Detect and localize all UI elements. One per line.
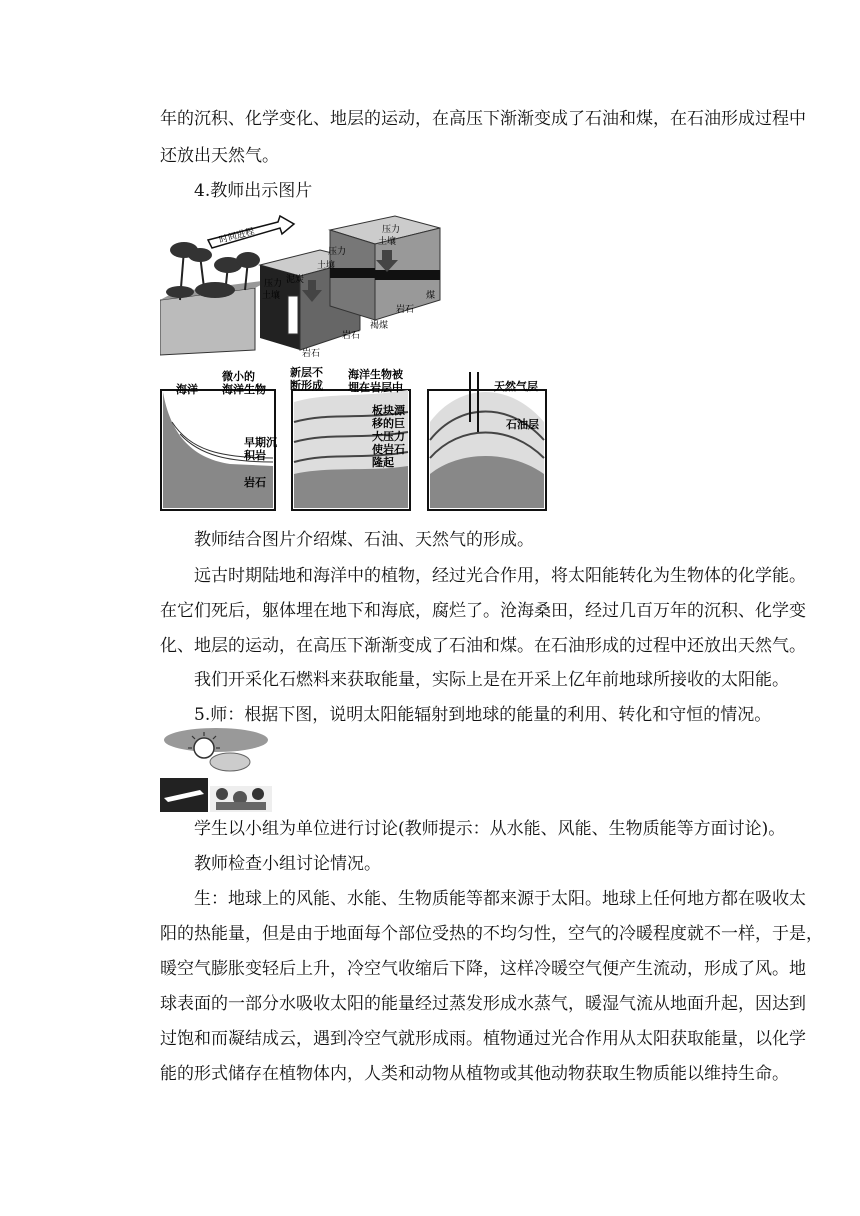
paragraph-line: 暖空气膨胀变轻后上升，冷空气收缩后下降，这样冷暖空气便产生流动，形成了风。地 [160,959,806,979]
paragraph-line: 过饱和而凝结成云，遇到冷空气就形成雨。植物通过光合作用从太阳获取能量，以化学 [160,1029,806,1049]
coal-formation-figure [160,210,450,358]
svg-text:早期沉: 早期沉 [244,436,277,449]
paragraph-line: 生：地球上的风能、水能、生物质能等都来源于太阳。地球上任何地方都在吸收太 [194,889,806,909]
svg-text:土壤: 土壤 [317,261,336,271]
paragraph-line: 球表面的一部分水吸收太阳的能量经过蒸发形成水蒸气，暖湿气流从地面升起，因达到 [160,994,806,1014]
paragraph-line: 化、地层的运动，在高压下渐渐变成了石油和煤。在石油形成的过程中还放出天然气。 [160,636,806,656]
svg-text:埋在岩层中: 埋在岩层中 [348,381,403,394]
svg-text:岩石: 岩石 [244,476,266,489]
svg-text:岩石: 岩石 [396,305,415,315]
time-arrow-label: 时间进程 [218,226,256,246]
sun-icon [194,738,214,758]
svg-text:压力: 压力 [264,279,283,289]
svg-text:使岩石: 使岩石 [372,443,405,456]
svg-text:土壤: 土壤 [378,237,397,247]
paragraph-line: 我们开采化石燃料来获取能量，实际上是在开采上亿年前地球所接收的太阳能。 [194,670,789,690]
step-heading: 5.师：根据下图，说明太阳能辐射到地球的能量的利用、转化和守恒的情况。 [194,705,772,725]
svg-text:褐煤: 褐煤 [370,321,389,331]
paragraph-line: 远古时期陆地和海洋中的植物，经过光合作用，将太阳能转化为生物体的化学能。 [194,566,806,586]
paragraph-line: 学生以小组为单位进行讨论(教师提示：从水能、风能、生物质能等方面讨论)。 [194,819,786,839]
svg-text:岩石: 岩石 [302,349,321,358]
step-heading: 4.教师出示图片 [194,181,313,201]
svg-text:板块漂: 板块漂 [372,404,405,417]
paragraph-line: 教师结合图片介绍煤、石油、天然气的形成。 [194,530,534,550]
svg-text:移的巨: 移的巨 [372,417,405,430]
solar-energy-illustration [160,728,272,812]
paragraph-line: 在它们死后，躯体埋在地下和海底，腐烂了。沧海桑田，经过几百万年的沉积、化学变 [160,601,806,621]
svg-text:压力: 压力 [382,225,401,235]
svg-text:压力: 压力 [328,247,347,257]
svg-text:天然气层: 天然气层 [494,380,538,393]
svg-text:微小的: 微小的 [222,370,255,383]
svg-text:海洋生物被: 海洋生物被 [348,368,403,381]
coal-formation-illustration [160,210,450,358]
svg-text:断形成: 断形成 [290,379,323,392]
paragraph-line: 教师检查小组讨论情况。 [194,854,381,874]
oil-formation-figure [160,362,560,512]
svg-text:新层不: 新层不 [290,366,323,379]
svg-text:岩石: 岩石 [342,331,361,341]
oil-formation-illustration [160,362,560,512]
svg-text:海洋: 海洋 [176,383,198,396]
paragraph-line: 还放出天然气。 [160,146,279,166]
solar-energy-figure [160,728,272,812]
svg-text:大压力: 大压力 [372,430,405,443]
svg-text:石油层: 石油层 [506,418,539,431]
svg-text:土壤: 土壤 [262,291,281,301]
cloud-icon [210,753,250,771]
svg-text:隆起: 隆起 [372,456,394,469]
svg-text:海洋生物: 海洋生物 [222,383,266,396]
paragraph-line: 年的沉积、化学变化、地层的运动，在高压下渐渐变成了石油和煤，在石油形成过程中 [160,109,806,129]
svg-text:积岩: 积岩 [244,449,266,462]
svg-text:泥炭: 泥炭 [286,275,305,285]
svg-text:煤: 煤 [426,291,436,301]
paragraph-line: 阳的热能量，但是由于地面每个部位受热的不均匀性，空气的冷暖程度就不一样，于是， [160,924,823,944]
paragraph-line: 能的形式储存在植物体内，人类和动物从植物或其他动物获取生物质能以维持生命。 [160,1064,789,1084]
